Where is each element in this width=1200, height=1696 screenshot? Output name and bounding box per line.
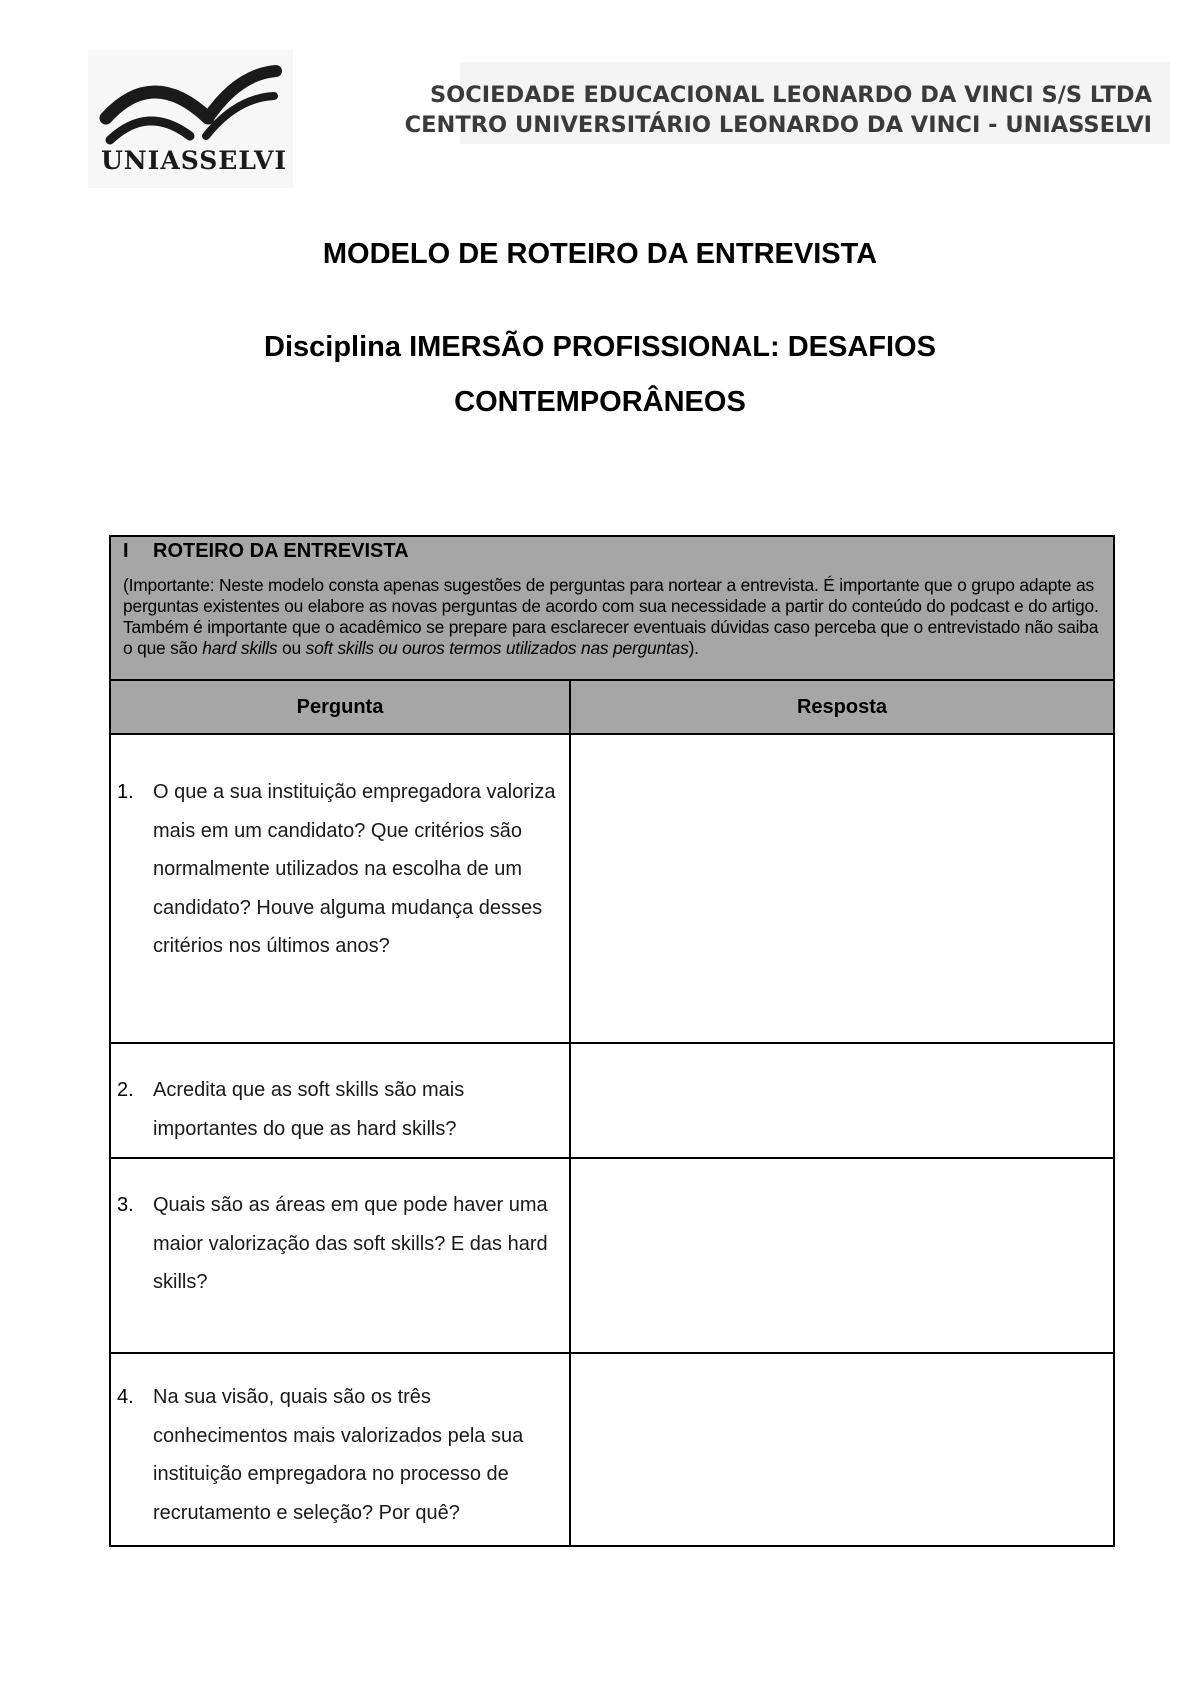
column-header-row <box>111 681 1113 735</box>
note-text-connector: ou <box>277 638 306 658</box>
document-title: MODELO DE ROTEIRO DA ENTREVISTA <box>322 238 878 270</box>
question-text: O que a sua instituição empregadora valoriza mais em um candidato? Que critérios são normalmente utilizados na escolha de um candidato? Houve alguma mudança desses critérios nos últimos anos? <box>153 781 556 957</box>
book-arcs-icon <box>98 56 283 151</box>
answer-cell[interactable] <box>571 1159 1113 1352</box>
column-header-answer: Resposta <box>796 695 888 718</box>
uniasselvi-logo <box>88 50 293 188</box>
table-row <box>111 1354 1113 1545</box>
table-row <box>111 735 1113 1044</box>
question-cell <box>111 1044 571 1157</box>
question-number: 3. <box>117 1194 134 1216</box>
note-italic-hard-skills: hard skills <box>202 638 278 658</box>
section-title: ROTEIRO DA ENTREVISTA <box>153 540 409 562</box>
discipline-title-line2: CONTEMPORÂNEOS <box>454 386 746 418</box>
question-number: 4. <box>117 1386 134 1408</box>
discipline-title-line1: Disciplina IMERSÃO PROFISSIONAL: DESAFIOS <box>264 331 936 363</box>
question-number: 1. <box>117 781 134 803</box>
answer-cell[interactable] <box>571 1044 1113 1157</box>
answer-cell[interactable] <box>571 735 1113 1042</box>
question-cell <box>111 1159 571 1352</box>
note-text: (Importante: Neste modelo consta apenas sugestões de perguntas para nortear a entrevista. É importante que o grupo adapte as perguntas existentes ou elabore as novas perguntas de acordo com sua necessidade a partir do conteúdo do podcast e do artigo. Também é importante que o acadêmico se prepare para esclarecer eventuais dúvidas caso perceba que o entrevistado não saiba o que são <box>123 575 1099 658</box>
question-text: Quais são as áreas em que pode haver uma maior valorização das soft skills? E das hard skills? <box>153 1194 548 1293</box>
section-heading <box>123 540 409 563</box>
section-header <box>111 537 1113 681</box>
logo-text: UNIASSELVI <box>101 146 288 175</box>
note-text-end: ). <box>688 638 699 658</box>
question-cell <box>111 1354 571 1545</box>
table-row <box>111 1159 1113 1354</box>
section-note <box>123 575 1103 659</box>
question-number: 2. <box>117 1079 134 1101</box>
column-header-question: Pergunta <box>111 681 571 733</box>
table-row <box>111 1044 1113 1159</box>
section-number: I <box>123 540 129 562</box>
question-cell <box>111 735 571 1042</box>
question-text: Acredita que as soft skills são mais importantes do que as hard skills? <box>153 1079 465 1140</box>
interview-script-table <box>109 535 1115 1547</box>
question-text: Na sua visão, quais são os três conhecimentos mais valorizados pela sua instituição empregadora no processo de recrutamento e seleção? Por quê? <box>153 1386 524 1524</box>
organization-name: SOCIEDADE EDUCACIONAL LEONARDO DA VINCI S/S LTDA <box>429 82 1152 108</box>
answer-cell[interactable] <box>571 1354 1113 1545</box>
note-italic-soft-skills: soft skills ou ouros termos utilizados nas perguntas <box>305 638 689 658</box>
organization-header <box>404 62 1170 144</box>
university-name: CENTRO UNIVERSITÁRIO LEONARDO DA VINCI - UNIASSELVI <box>404 112 1152 138</box>
